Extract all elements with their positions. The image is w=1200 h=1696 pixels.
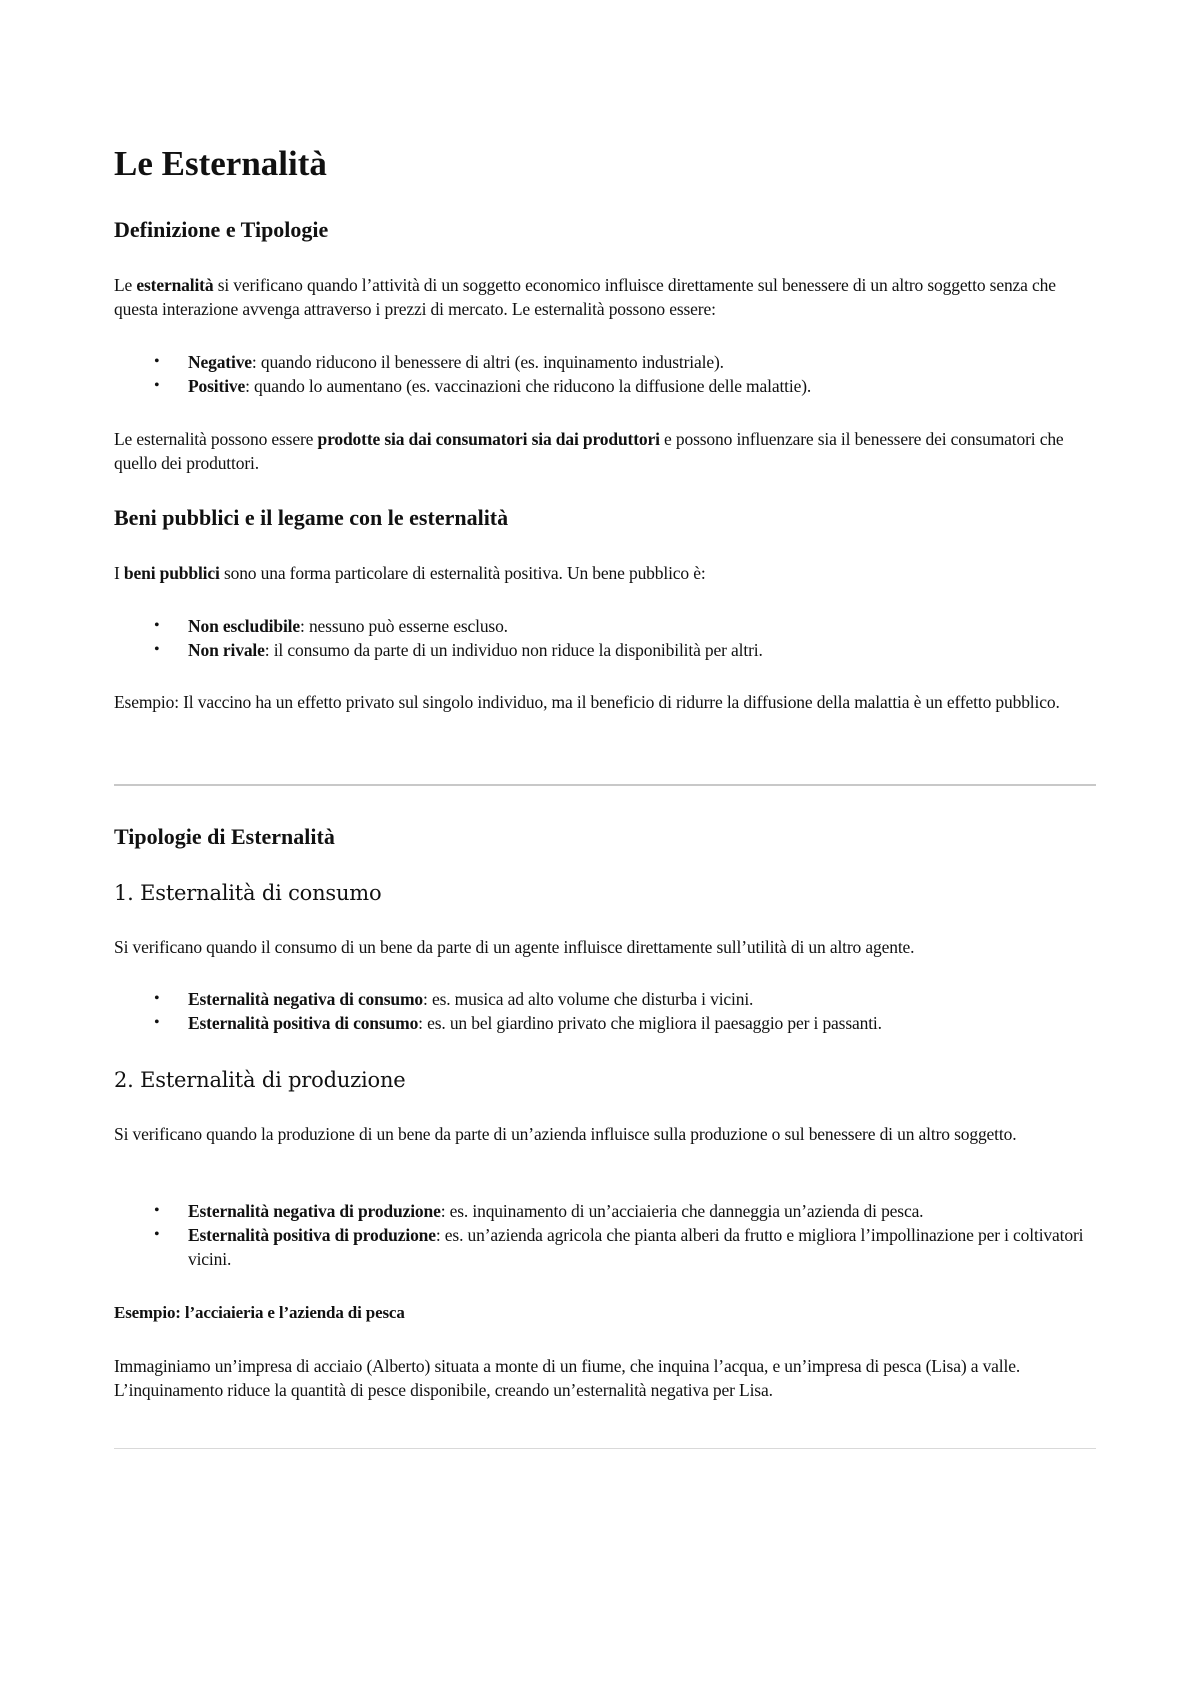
section-heading-types: Tipologie di Esternalità [114,824,335,849]
bullet-icon: • [154,617,160,634]
section-divider [114,784,1096,786]
page-title: Le Esternalità [114,144,327,183]
bullet-icon: • [154,641,160,658]
list-item: • Esternalità positiva di produzione: es. un’azienda agricola che pianta alberi da frutto e migliora l’impollinazione per i coltivatori vicini. [154,1225,1084,1269]
list-item: • Positive: quando lo aumentano (es. vaccinazioni che riducono la diffusione delle malattie). [154,376,812,396]
list-item: • Esternalità negativa di produzione: es. inquinamento di un’acciaieria che danneggia un’azienda di pesca. [154,1201,924,1221]
paragraph-steel-fishing-example: Immaginiamo un’impresa di acciaio (Alberto) situata a monte di un fiume, che inquina l’acqua, e un’impresa di pesca (Lisa) a valle. L’inquinamento riduce la quantità di pesce disponibile, creando un’esternalità negativa per Lisa. [114,1356,1021,1400]
list-item: • Esternalità negativa di consumo: es. musica ad alto volume che disturba i vicini. [154,989,754,1009]
paragraph-definition: Le esternalità si verificano quando l’attività di un soggetto economico influisce direttamente sul benessere di un altro soggetto senza che questa interazione avvenga attraverso i prezzi di mercato. Le esternalità possono essere: [114,275,1056,319]
list-item: • Non escludibile: nessuno può esserne escluso. [154,616,508,636]
list-production [114,1199,1096,1271]
paragraph-public-goods: I beni pubblici sono una forma particolare di esternalità positiva. Un bene pubblico è: [114,563,706,583]
list-types [114,350,1096,398]
bullet-icon: • [154,1226,160,1243]
subheading-consumption: 1. Esternalità di consumo [114,881,382,905]
bullet-icon: • [154,353,160,370]
section-heading-definition: Definizione e Tipologie [114,217,329,242]
section-divider [114,1448,1096,1449]
example-heading: Esempio: l’acciaieria e l’azienda di pesca [114,1303,405,1322]
list-public-goods [114,614,1096,662]
bullet-icon: • [154,1014,160,1031]
subheading-production: 2. Esternalità di produzione [114,1068,406,1092]
paragraph-production: Si verificano quando la produzione di un bene da parte di un’azienda influisce sulla produzione o sul benessere di un altro soggetto. [114,1124,1017,1144]
bullet-icon: • [154,990,160,1007]
bullet-icon: • [154,377,160,394]
section-heading-public-goods: Beni pubblici e il legame con le esternalità [114,505,509,530]
list-consumption [114,987,1096,1035]
list-item: • Negative: quando riducono il benessere di altri (es. inquinamento industriale). [154,352,724,372]
bullet-icon: • [154,1202,160,1219]
paragraph-consumption: Si verificano quando il consumo di un bene da parte di un agente influisce direttamente sull’utilità di un altro agente. [114,937,915,957]
list-item: • Esternalità positiva di consumo: es. un bel giardino privato che migliora il paesaggio per i passanti. [154,1013,882,1033]
paragraph-producers: Le esternalità possono essere prodotte sia dai consumatori sia dai produttori e possono influenzare sia il benessere dei consumatori che quello dei produttori. [114,429,1064,473]
list-item: • Non rivale: il consumo da parte di un individuo non riduce la disponibilità per altri. [154,640,763,660]
paragraph-vaccine-example: Esempio: Il vaccino ha un effetto privato sul singolo individuo, ma il beneficio di ridurre la diffusione della malattia è un effetto pubblico. [114,692,1060,712]
